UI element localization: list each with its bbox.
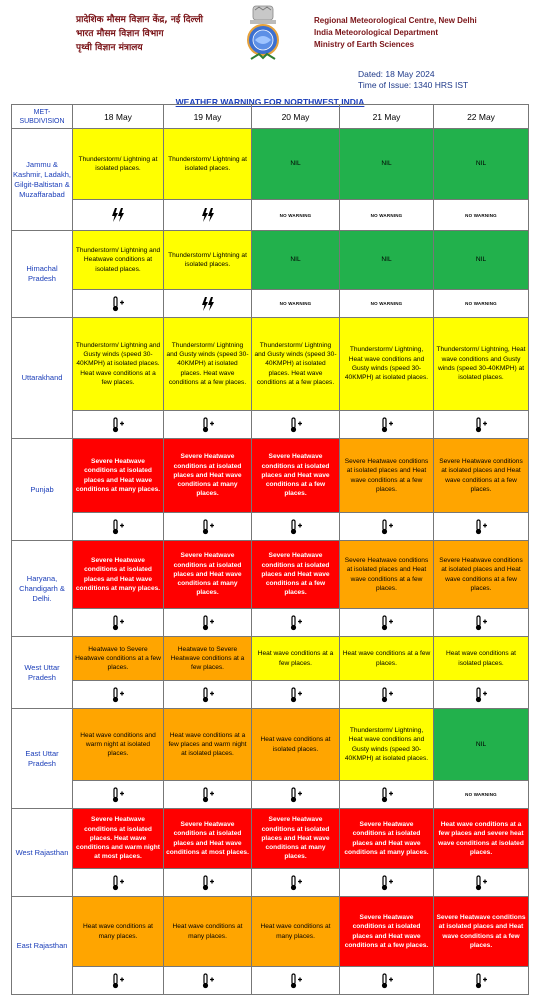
- icon-row: [12, 869, 529, 897]
- thermometer-icon: [252, 609, 340, 637]
- warning-cell: Severe Heatwave conditions at isolated places and Heat wave conditions at a few places.: [340, 541, 434, 609]
- no-warning-text: NO WARNING: [465, 301, 497, 306]
- thermometer-icon: [164, 609, 252, 637]
- hindi-organisation-lines: [76, 13, 236, 55]
- subdivision-column-header: MET-SUBDIVISION: [12, 105, 73, 129]
- warning-cell: Severe Heatwave conditions at isolated places and Heat wave conditions at most places.: [164, 809, 252, 869]
- subdivision-name: East Rajasthan: [12, 897, 73, 995]
- warning-cell: Thunderstorm/ Lightning at isolated places.: [164, 129, 252, 200]
- table-row: [12, 637, 529, 681]
- warning-cell: Thunderstorm/ Lightning, Heat wave conditions and Gusty winds (speed 30-40KMPH) at isolated places.: [340, 318, 434, 411]
- table-row: [12, 231, 529, 290]
- warning-cell: Severe Heatwave conditions at isolated places and Heat wave conditions at a few places.: [340, 897, 434, 967]
- thermometer-icon: [73, 609, 164, 637]
- subdivision-name: Himachal Pradesh: [12, 231, 73, 318]
- thermometer-icon: [340, 411, 434, 439]
- english-line-1: Regional Meteorological Centre, New Delhi: [314, 16, 477, 25]
- warning-cell: Heatwave to Severe Heatwave conditions at a few places.: [164, 637, 252, 681]
- thermometer-icon: [434, 609, 529, 637]
- thermometer-icon: [73, 290, 164, 318]
- thermometer-icon: [73, 513, 164, 541]
- thermometer-icon: [252, 513, 340, 541]
- warning-cell: Heat wave conditions at many places.: [252, 897, 340, 967]
- no-warning-label: [434, 781, 529, 809]
- english-line-3: Ministry of Earth Sciences: [314, 40, 415, 49]
- date-header: 19 May: [164, 105, 252, 129]
- subdivision-name: Jammu & Kashmir, Ladakh, Gilgit-Baltistan & Muzaffarabad: [12, 129, 73, 231]
- warning-cell: Heat wave conditions at a few places and warm night at isolated places.: [164, 709, 252, 781]
- icon-row: [12, 781, 529, 809]
- english-organisation-lines: [314, 15, 534, 51]
- no-warning-text: NO WARNING: [279, 212, 312, 218]
- thermometer-icon: [73, 411, 164, 439]
- no-warning-text: NO WARNING: [279, 301, 312, 306]
- imd-emblem-logo: [245, 4, 281, 66]
- warning-cell: Heat wave conditions at a few places and severe heat wave conditions at isolated places.: [434, 809, 529, 869]
- subdivision-name: Haryana, Chandigarh & Delhi.: [12, 541, 73, 637]
- no-warning-text: NO WARNING: [370, 212, 403, 218]
- thermometer-icon: [73, 681, 164, 709]
- icon-row: [12, 513, 529, 541]
- thermometer-icon: [434, 513, 529, 541]
- thermometer-icon: [73, 869, 164, 897]
- subdivision-name: Uttarakhand: [12, 318, 73, 439]
- thermometer-icon: [252, 967, 340, 995]
- subdivision-name: West Uttar Pradesh: [12, 637, 73, 709]
- warning-cell: Heat wave conditions at many places.: [164, 897, 252, 967]
- thermometer-icon: [252, 681, 340, 709]
- warning-cell: Severe Heatwave conditions at isolated places and Heat wave conditions at a few places.: [434, 897, 529, 967]
- thermometer-icon: [340, 681, 434, 709]
- thermometer-icon: [164, 869, 252, 897]
- no-warning-text: NO WARNING: [465, 212, 497, 218]
- date-header: 22 May: [434, 105, 529, 129]
- icon-row: [12, 200, 529, 231]
- subdivision-name: West Rajasthan: [12, 809, 73, 897]
- icon-row: [12, 411, 529, 439]
- warning-cell: Severe Heatwave conditions at isolated places and Heat wave conditions at a few places.: [434, 541, 529, 609]
- thermometer-icon: [252, 781, 340, 809]
- warning-cell: Severe Heatwave conditions at isolated places and Heat wave conditions at many places.: [340, 809, 434, 869]
- table-row: [12, 541, 529, 609]
- warning-cell: Thunderstorm/ Lightning at isolated places.: [164, 231, 252, 290]
- table-row: [12, 897, 529, 967]
- hindi-line-1: प्रादेशिक मौसम विज्ञान केंद्र, नई दिल्ली: [76, 15, 203, 25]
- warning-cell: Severe Heatwave conditions at isolated places and Heat wave conditions at a few places.: [340, 439, 434, 513]
- warning-cell: NIL: [434, 231, 529, 290]
- no-warning-text: NO WARNING: [370, 301, 403, 306]
- date-header: 18 May: [73, 105, 164, 129]
- thermometer-icon: [164, 513, 252, 541]
- thermometer-icon: [164, 781, 252, 809]
- warning-cell: NIL: [340, 129, 434, 200]
- warning-cell: NIL: [340, 231, 434, 290]
- thermometer-icon: [252, 411, 340, 439]
- thermometer-icon: [252, 869, 340, 897]
- table-row: [12, 129, 529, 200]
- thermometer-icon: [434, 869, 529, 897]
- thermometer-icon: [164, 411, 252, 439]
- warning-cell: Severe Heatwave conditions at isolated places. Heat wave conditions and warm night at most places.: [73, 809, 164, 869]
- warning-cell: Thunderstorm/ Lightning, Heat wave conditions and Gusty winds (speed 30-40KMPH) at isolated places.: [340, 709, 434, 781]
- no-warning-label: [252, 200, 340, 231]
- no-warning-label: [340, 290, 434, 318]
- warning-cell: Heat wave conditions at many places.: [73, 897, 164, 967]
- table-row: [12, 809, 529, 869]
- warning-cell: Heat wave conditions and warm night at isolated places.: [73, 709, 164, 781]
- thermometer-icon: [73, 967, 164, 995]
- warning-cell: Severe Heatwave conditions at isolated places and Heat wave conditions at many places.: [164, 541, 252, 609]
- warning-cell: Heat wave conditions at a few places.: [340, 637, 434, 681]
- warning-cell: Thunderstorm/ Lightning and Heatwave conditions at isolated places.: [73, 231, 164, 290]
- warning-cell: Heat wave conditions at isolated places.: [434, 637, 529, 681]
- warning-cell: Heat wave conditions at a few places.: [252, 637, 340, 681]
- issue-time-text: Time of Issue: 1340 HRS IST: [358, 80, 469, 90]
- lightning-icon: [73, 200, 164, 231]
- warning-cell: Thunderstorm/ Lightning and Gusty winds (speed 30-40KMPH) at isolated places. Heat wave conditions at a few places.: [73, 318, 164, 411]
- thermometer-icon: [434, 411, 529, 439]
- hindi-line-3: पृथ्वी विज्ञान मंत्रालय: [76, 43, 143, 53]
- warning-cell: Heat wave conditions at isolated places.: [252, 709, 340, 781]
- icon-row: [12, 967, 529, 995]
- subdivision-name: East Uttar Pradesh: [12, 709, 73, 809]
- warning-cell: Severe Heatwave conditions at isolated places and Heat wave conditions at a few places.: [252, 541, 340, 609]
- document-header: [0, 0, 540, 107]
- no-warning-label: [340, 200, 434, 231]
- english-line-2: India Meteorological Department: [314, 28, 439, 37]
- thermometer-icon: [164, 681, 252, 709]
- warning-cell: NIL: [252, 129, 340, 200]
- thermometer-icon: [434, 681, 529, 709]
- warning-cell: Severe Heatwave conditions at isolated places and Heat wave conditions at many places.: [164, 439, 252, 513]
- no-warning-label: [434, 200, 529, 231]
- warning-cell: Thunderstorm/ Lightning at isolated places.: [73, 129, 164, 200]
- warning-cell: Severe Heatwave conditions at isolated places and Heat wave conditions at a few places.: [252, 439, 340, 513]
- no-warning-label: [434, 290, 529, 318]
- thermometer-icon: [340, 869, 434, 897]
- warning-cell: Heatwave to Severe Heatwave conditions at a few places.: [73, 637, 164, 681]
- warning-cell: NIL: [434, 129, 529, 200]
- warning-cell: NIL: [434, 709, 529, 781]
- warning-table: [11, 104, 529, 995]
- warning-cell: Thunderstorm/ Lightning and Gusty winds (speed 30-40KMPH) at isolated places. Heat wave conditions at a few places.: [252, 318, 340, 411]
- warning-cell: Severe Heatwave conditions at isolated places and Heat wave conditions at many places.: [252, 809, 340, 869]
- thermometer-icon: [164, 967, 252, 995]
- table-row: [12, 439, 529, 513]
- icon-row: [12, 290, 529, 318]
- dated-text: Dated: 18 May 2024: [358, 69, 435, 79]
- thermometer-icon: [340, 781, 434, 809]
- no-warning-text: NO WARNING: [465, 792, 497, 797]
- warning-cell: Severe Heatwave conditions at isolated places and Heat wave conditions at many places.: [73, 439, 164, 513]
- no-warning-label: [252, 290, 340, 318]
- date-header: 21 May: [340, 105, 434, 129]
- thermometer-icon: [73, 781, 164, 809]
- warning-cell: Thunderstorm/ Lightning and Gusty winds (speed 30-40KMPH) at isolated places. Heat wave conditions at a few places.: [164, 318, 252, 411]
- lightning-icon: [164, 200, 252, 231]
- lightning-icon: [164, 290, 252, 318]
- warning-cell: NIL: [252, 231, 340, 290]
- issue-info: [358, 69, 468, 91]
- subdivision-name: Punjab: [12, 439, 73, 541]
- warning-title-text: WEATHER WARNING FOR NORTHWEST INDIA: [175, 97, 365, 107]
- warning-cell: Thunderstorm/ Lightning, Heat wave conditions and Gusty winds (speed 30-40KMPH) at isolated places.: [434, 318, 529, 411]
- thermometer-icon: [340, 609, 434, 637]
- warning-cell: Severe Heatwave conditions at isolated places and Heat wave conditions at many places.: [73, 541, 164, 609]
- thermometer-icon: [340, 967, 434, 995]
- thermometer-icon: [340, 513, 434, 541]
- hindi-line-2: भारत मौसम विज्ञान विभाग: [76, 29, 164, 39]
- table-header-row: [12, 105, 529, 129]
- date-header: 20 May: [252, 105, 340, 129]
- icon-row: [12, 609, 529, 637]
- icon-row: [12, 681, 529, 709]
- table-row: [12, 709, 529, 781]
- thermometer-icon: [434, 967, 529, 995]
- table-row: [12, 318, 529, 411]
- warning-cell: Severe Heatwave conditions at isolated places and Heat wave conditions at a few places.: [434, 439, 529, 513]
